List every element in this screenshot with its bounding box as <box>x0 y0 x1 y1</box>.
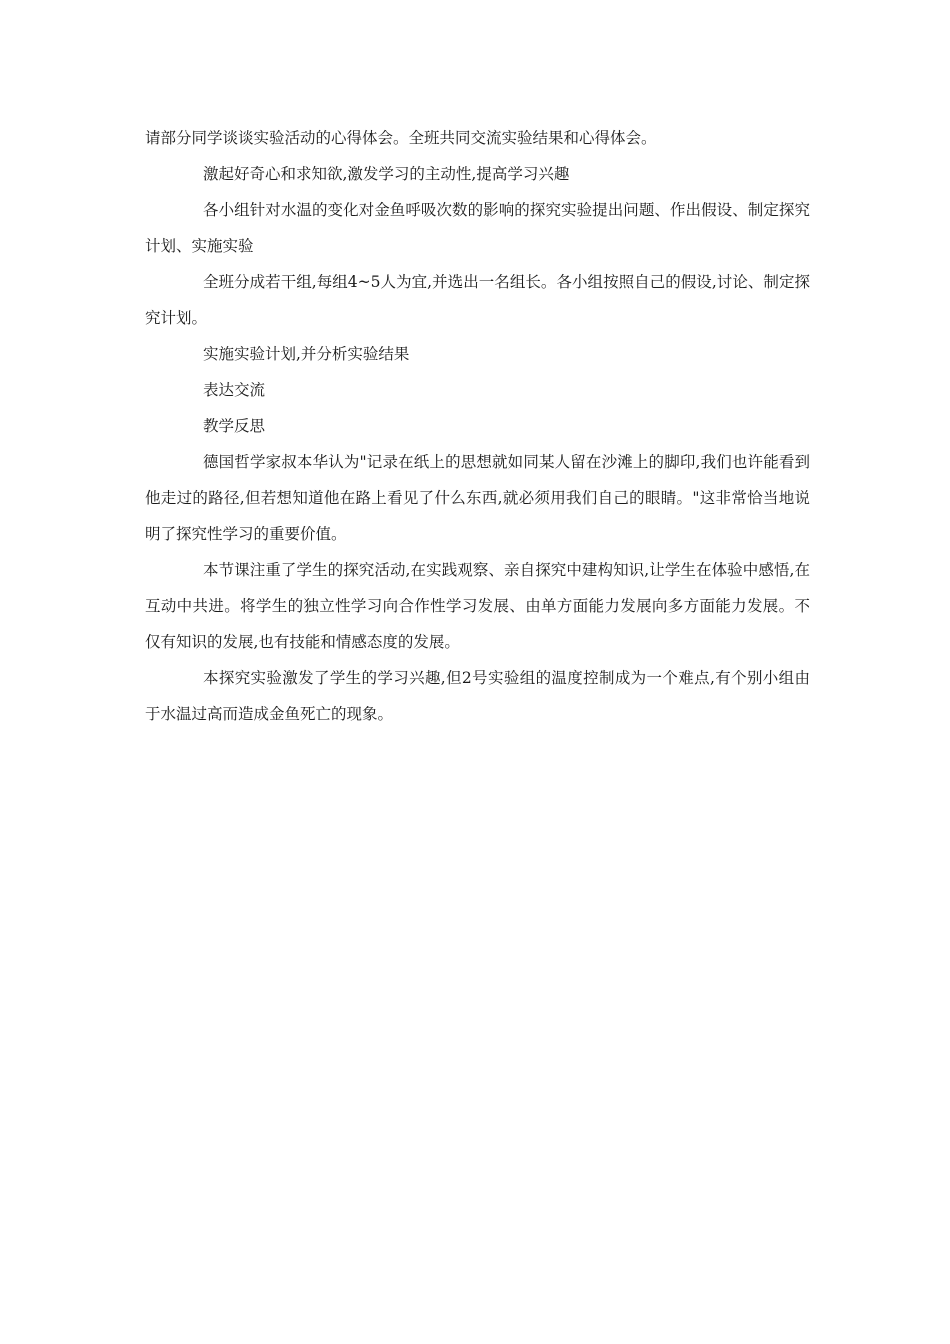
paragraph-reflection-sharing: 请部分同学谈谈实验活动的心得体会。全班共同交流实验结果和心得体会。 <box>145 129 657 147</box>
paragraph-experiment-design: 各小组针对水温的变化对金鱼呼吸次数的影响的探究实验提出问题、作出假设、制定探究计划、实施实验 <box>145 201 810 255</box>
paragraph-grouping: 全班分成若干组,每组4~5人为宜,并选出一名组长。各小组按照自己的假设,讨论、制定探究计划。 <box>145 273 810 327</box>
section-heading-teaching-reflection: 教学反思 <box>203 417 266 435</box>
paragraph-lesson-focus: 本节课注重了学生的探究活动,在实践观察、亲自探究中建构知识,让学生在体验中感悟,在互动中共进。将学生的独立性学习向合作性学习发展、由单方面能力发展向多方面能力发展。不仅有知识的发展,也有技能和情感态度的发展。 <box>145 561 810 651</box>
paragraph-schopenhauer-quote: 德国哲学家叔本华认为"记录在纸上的思想就如同某人留在沙滩上的脚印,我们也许能看到他走过的路径,但若想知道他在路上看见了什么东西,就必须用我们自己的眼睛。"这非常恰当地说明了探究性学习的重要价值。 <box>145 453 810 543</box>
paragraph-implement-plan: 实施实验计划,并分析实验结果 <box>203 345 410 363</box>
paragraph-experiment-difficulty: 本探究实验激发了学生的学习兴趣,但2号实验组的温度控制成为一个难点,有个别小组由于水温过高而造成金鱼死亡的现象。 <box>145 669 810 723</box>
document-body <box>145 120 810 732</box>
paragraph-expression-exchange: 表达交流 <box>203 381 266 399</box>
paragraph-curiosity-goal: 激起好奇心和求知欲,激发学习的主动性,提高学习兴趣 <box>203 165 570 183</box>
